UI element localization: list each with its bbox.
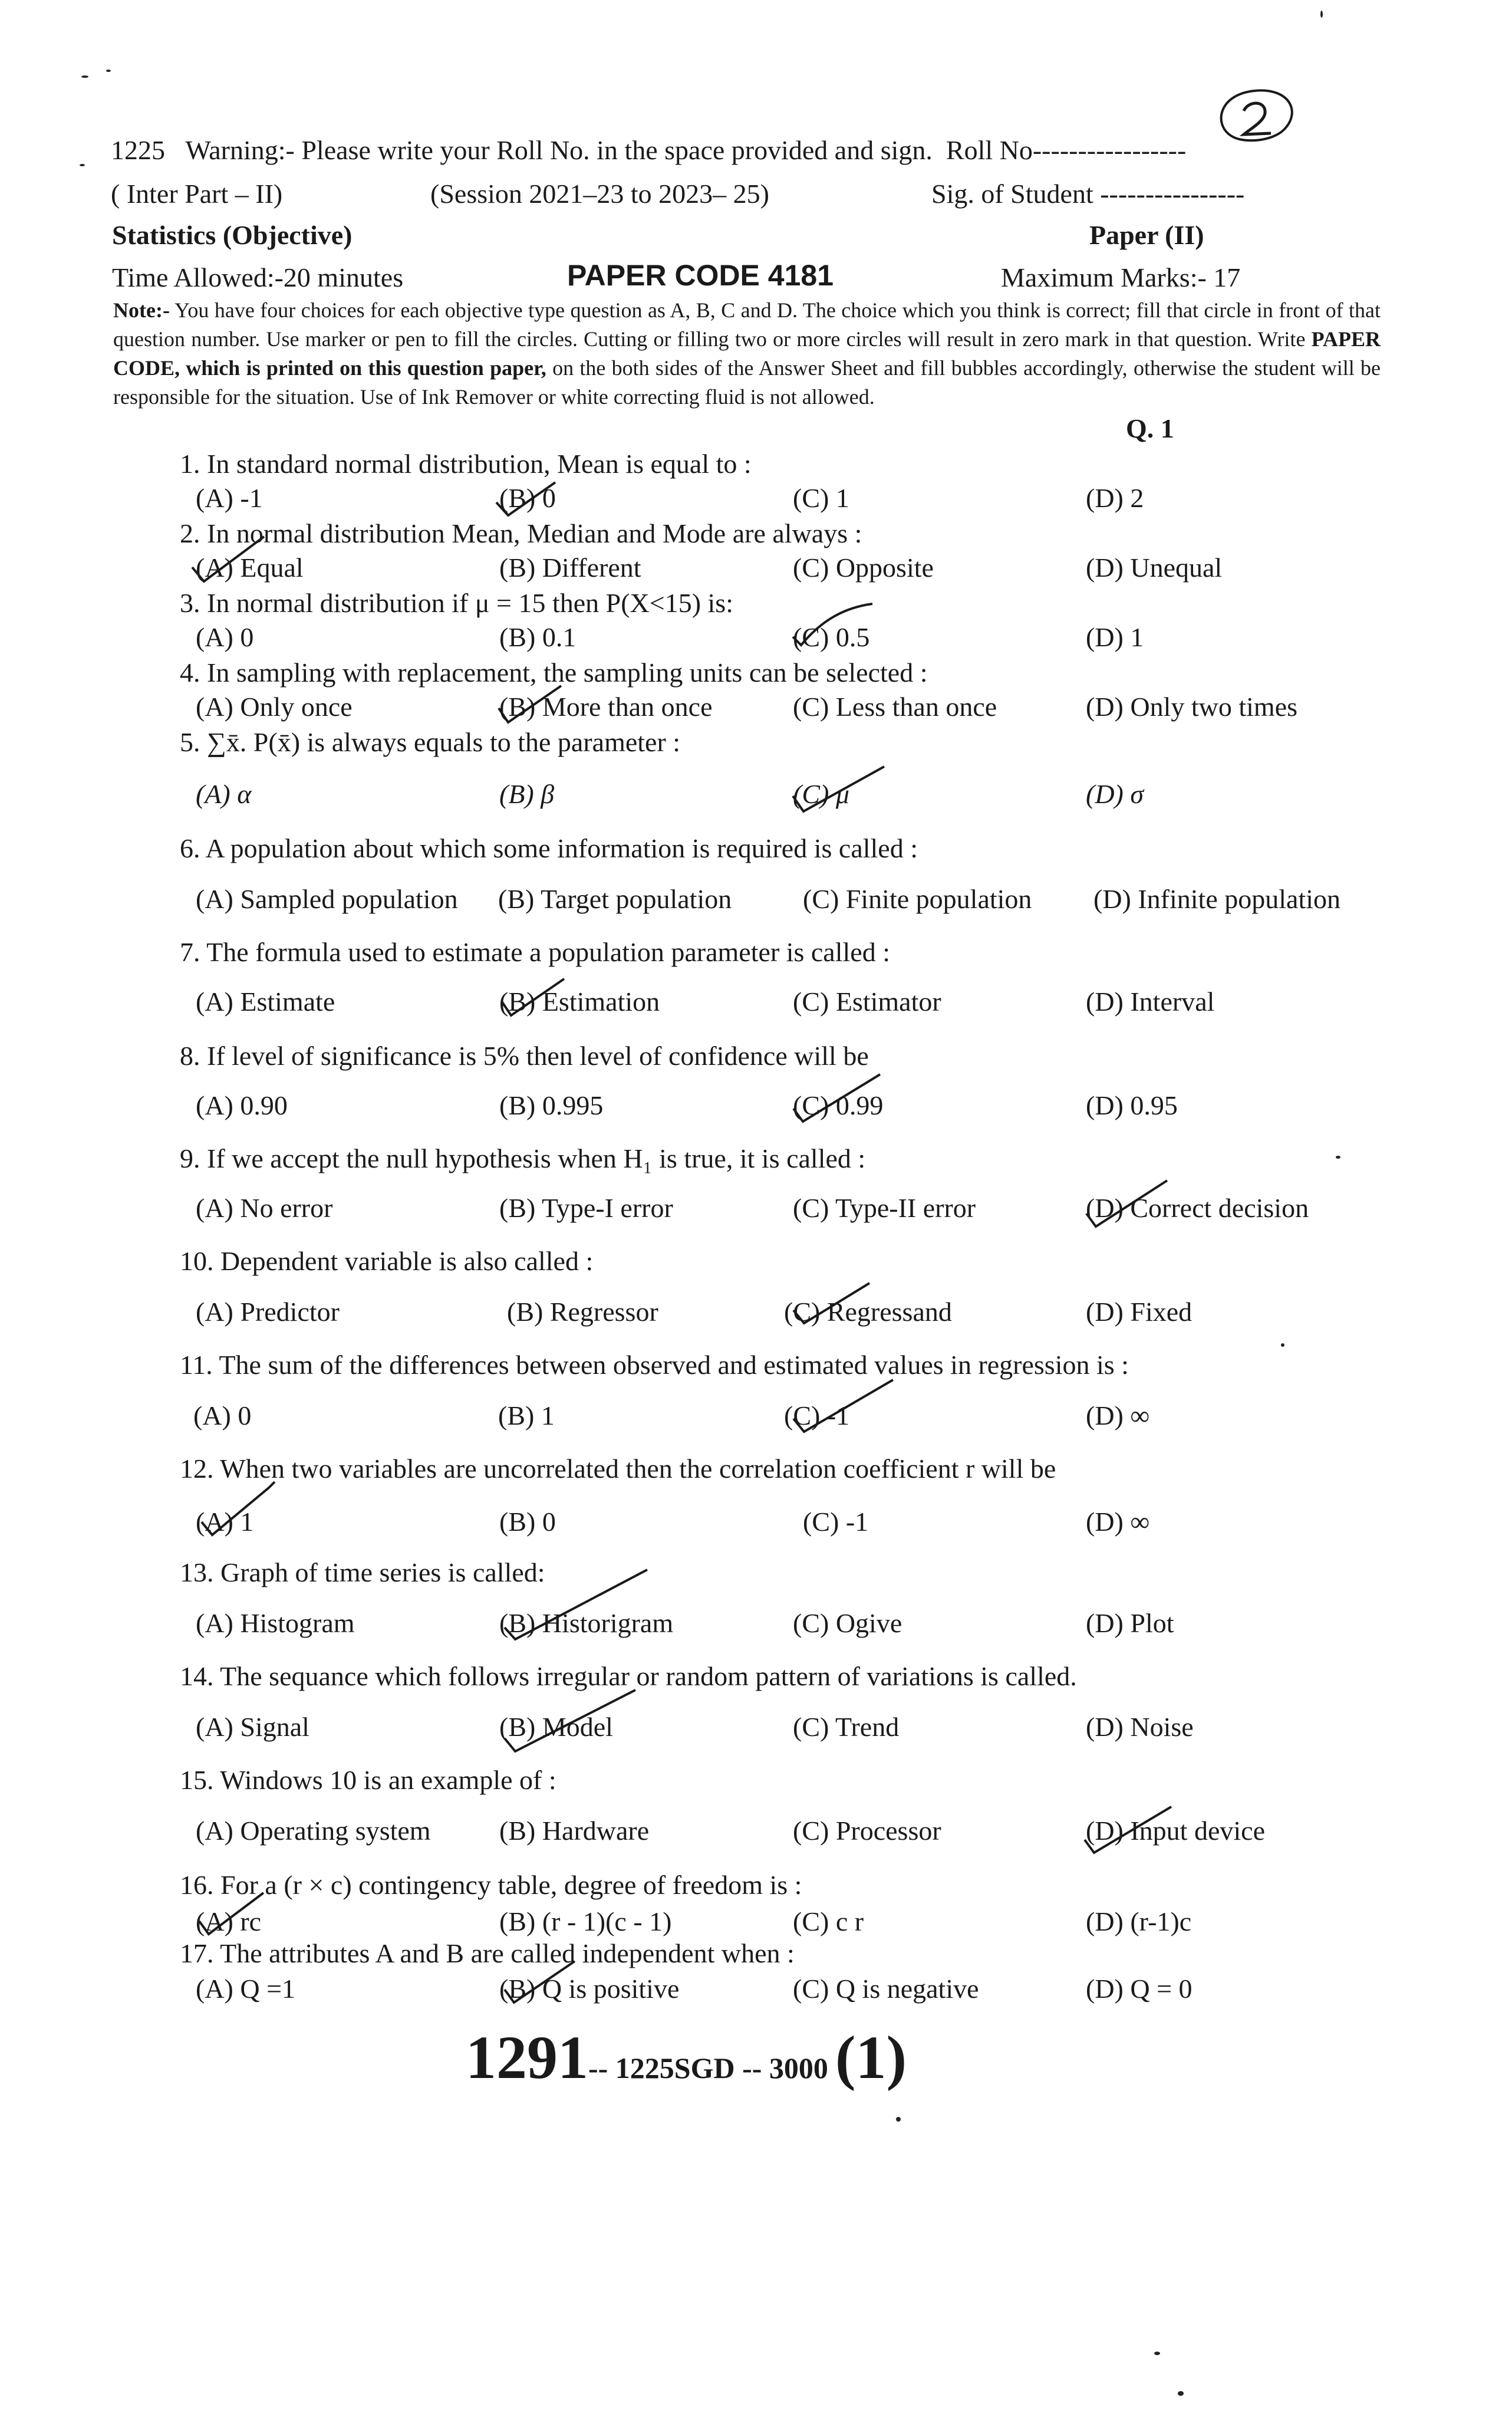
scan-speck	[1178, 2391, 1184, 2396]
option-c: (C) -1	[784, 1400, 850, 1431]
option-a: (A) Only once	[196, 692, 353, 722]
option-c: (C) c r	[793, 1906, 864, 1936]
class-label: ( Inter Part – II)	[111, 179, 283, 209]
option-d: (D) Input device	[1086, 1816, 1265, 1846]
session-label: (Session 2021–23 to 2023– 25)	[430, 179, 769, 209]
option-d: (D) σ	[1086, 779, 1144, 809]
option-b: (B) 1	[498, 1400, 555, 1431]
question-text: 8. If level of significance is 5% then level of confidence will be	[180, 1041, 869, 1071]
question-text: 17. The attributes A and B are called independent when :	[180, 1938, 795, 1968]
option-b: (B) Type-I error	[499, 1193, 673, 1223]
option-b: (B) 0.995	[499, 1090, 604, 1120]
option-c: (C) Trend	[793, 1712, 900, 1742]
option-b: (B) β	[499, 779, 555, 809]
option-d: (D) ∞	[1086, 1400, 1150, 1431]
question-text: 11. The sum of the differences between observed and estimated values in regression is :	[180, 1350, 1129, 1380]
option-a: (A) α	[196, 779, 252, 809]
scan-speck	[106, 70, 111, 72]
option-d: (D) (r-1)c	[1086, 1906, 1192, 1936]
roll-no-field: Roll No-----------------	[946, 135, 1187, 165]
option-b: (B) Target population	[498, 884, 732, 914]
footer-code	[466, 2023, 907, 2093]
scan-speck	[1281, 1343, 1284, 1347]
handwritten-page-mark	[1207, 83, 1302, 156]
footer-page-number: (1)	[835, 2024, 907, 2092]
note-text-bold: PAPER CODE, which is printed on this question paper,	[113, 327, 1381, 380]
option-b: (B) 0.1	[499, 622, 577, 652]
option-c: (C) 0.5	[793, 622, 870, 652]
option-c: (C) Finite population	[803, 884, 1032, 914]
option-c: (C) 0.99	[793, 1090, 884, 1120]
option-a: (A) Estimate	[196, 987, 335, 1017]
scan-speck	[81, 75, 88, 78]
option-b: (B) 0	[499, 483, 556, 513]
warning-text: Warning:- Please write your Roll No. in the space provided and sign.	[185, 135, 933, 165]
signature-field: Sig. of Student ----------------	[931, 179, 1245, 209]
footer-serial: -- 1225SGD -- 3000	[588, 2051, 828, 2084]
question-text: 16. For a (r × c) contingency table, degree of freedom is :	[180, 1870, 802, 1900]
option-d: (D) Noise	[1086, 1712, 1194, 1742]
option-c: (C) Type-II error	[793, 1193, 976, 1223]
option-b: (B) Regressor	[507, 1297, 658, 1327]
paper-number: Paper (II)	[1089, 220, 1204, 250]
option-d: (D) Unequal	[1086, 553, 1223, 583]
option-b: (B) Model	[499, 1712, 613, 1742]
option-a: (A) rc	[196, 1906, 262, 1936]
scan-speck	[1154, 2352, 1160, 2355]
option-d: (D) Interval	[1086, 987, 1215, 1017]
option-a: (A) Operating system	[196, 1816, 431, 1846]
option-a: (A) Histogram	[196, 1608, 355, 1638]
question-section-label: Q. 1	[1126, 413, 1174, 443]
option-a: (A) No error	[196, 1193, 333, 1223]
instructions-note	[113, 296, 1381, 412]
option-d: (D) 2	[1086, 483, 1144, 513]
question-text: 7. The formula used to estimate a population parameter is called :	[180, 937, 890, 967]
paper-serial-code: 1225	[111, 135, 165, 165]
scan-speck	[896, 2117, 901, 2122]
option-c: (C) Regressand	[784, 1297, 952, 1327]
option-b: (B) Different	[499, 553, 641, 583]
option-d: (D) Only two times	[1086, 692, 1298, 722]
question-text: 13. Graph of time series is called:	[180, 1557, 545, 1587]
note-label: Note:-	[113, 298, 170, 322]
option-b: (B) Estimation	[499, 987, 660, 1017]
option-b: (B) Q is positive	[499, 1974, 680, 2004]
question-text: 1. In standard normal distribution, Mean is equal to :	[180, 449, 752, 479]
option-a: (A) 0	[193, 1400, 252, 1431]
option-c: (C) Ogive	[793, 1608, 902, 1638]
option-c: (C) -1	[803, 1507, 869, 1537]
option-a: (A) 1	[196, 1507, 254, 1537]
option-c: (C) Less than once	[793, 692, 997, 722]
subject-title: Statistics (Objective)	[112, 220, 353, 250]
option-c: (C) Q is negative	[793, 1974, 979, 2004]
scan-speck	[1320, 11, 1323, 18]
option-a: (A) Equal	[196, 553, 304, 583]
option-c: (C) μ	[793, 779, 849, 809]
option-a: (A) 0	[196, 622, 254, 652]
question-text: 2. In normal distribution Mean, Median and Mode are always :	[180, 518, 862, 548]
option-d: (D) Fixed	[1086, 1297, 1193, 1327]
option-d: (D) Infinite population	[1093, 884, 1341, 914]
option-d: (D) Plot	[1086, 1608, 1174, 1638]
question-text: 10. Dependent variable is also called :	[180, 1246, 594, 1276]
note-text-1: You have four choices for each objective type question as A, B, C and D. The choice which you think is correct; fill that circle in front of that question number. Use marker or pen to fill the circles. Cutting or filling two or more circles will result in zero mark in that question. Write	[113, 298, 1381, 351]
question-text: 4. In sampling with replacement, the sampling units can be selected :	[180, 657, 928, 688]
question-text: 3. In normal distribution if μ = 15 then P(X<15) is:	[180, 588, 733, 618]
question-text: 14. The sequance which follows irregular or random pattern of variations is called.	[180, 1661, 1077, 1691]
scan-speck	[80, 164, 85, 166]
option-d: (D) Correct decision	[1086, 1193, 1309, 1223]
option-b: (B) Historigram	[499, 1608, 674, 1638]
option-d: (D) 1	[1086, 622, 1144, 652]
footer-number: 1291	[466, 2024, 588, 2092]
option-c: (C) Estimator	[793, 987, 941, 1017]
option-d: (D) Q = 0	[1086, 1974, 1193, 2004]
paper-code: PAPER CODE 4181	[567, 259, 834, 292]
note-text-2: on the both sides of the Answer Sheet and fill bubbles accordingly, otherwise the student will be responsible for the situation. Use of Ink Remover or white correcting fluid is not allowed.	[113, 356, 1381, 409]
option-b: (B) More than once	[499, 692, 713, 722]
option-a: (A) 0.90	[196, 1090, 288, 1120]
option-d: (D) 0.95	[1086, 1090, 1178, 1120]
scan-speck	[1336, 1156, 1340, 1159]
option-a: (A) -1	[196, 483, 263, 513]
question-text: 6. A population about which some information is required is called :	[180, 833, 918, 863]
option-a: (A) Predictor	[196, 1297, 340, 1327]
option-c: (C) Processor	[793, 1816, 941, 1846]
option-b: (B) (r - 1)(c - 1)	[499, 1906, 672, 1936]
option-b: (B) 0	[499, 1507, 556, 1537]
option-a: (A) Signal	[196, 1712, 309, 1742]
header-warning-line	[111, 134, 1186, 166]
option-c: (C) 1	[793, 483, 849, 513]
time-allowed: Time Allowed:-20 minutes	[112, 262, 404, 292]
option-c: (C) Opposite	[793, 553, 934, 583]
option-d: (D) ∞	[1086, 1507, 1150, 1537]
question-text: 9. If we accept the null hypothesis when H₁ is true, it is called :	[180, 1143, 866, 1173]
question-text: 5. ∑x̄. P(x̄) is always equals to the parameter :	[180, 727, 681, 757]
option-b: (B) Hardware	[499, 1816, 650, 1846]
option-a: (A) Sampled population	[196, 884, 458, 914]
question-text: 12. When two variables are uncorrelated then the correlation coefficient r will be	[180, 1454, 1056, 1484]
maximum-marks: Maximum Marks:- 17	[1001, 262, 1241, 292]
option-a: (A) Q =1	[196, 1974, 296, 2004]
question-text: 15. Windows 10 is an example of :	[180, 1765, 556, 1795]
